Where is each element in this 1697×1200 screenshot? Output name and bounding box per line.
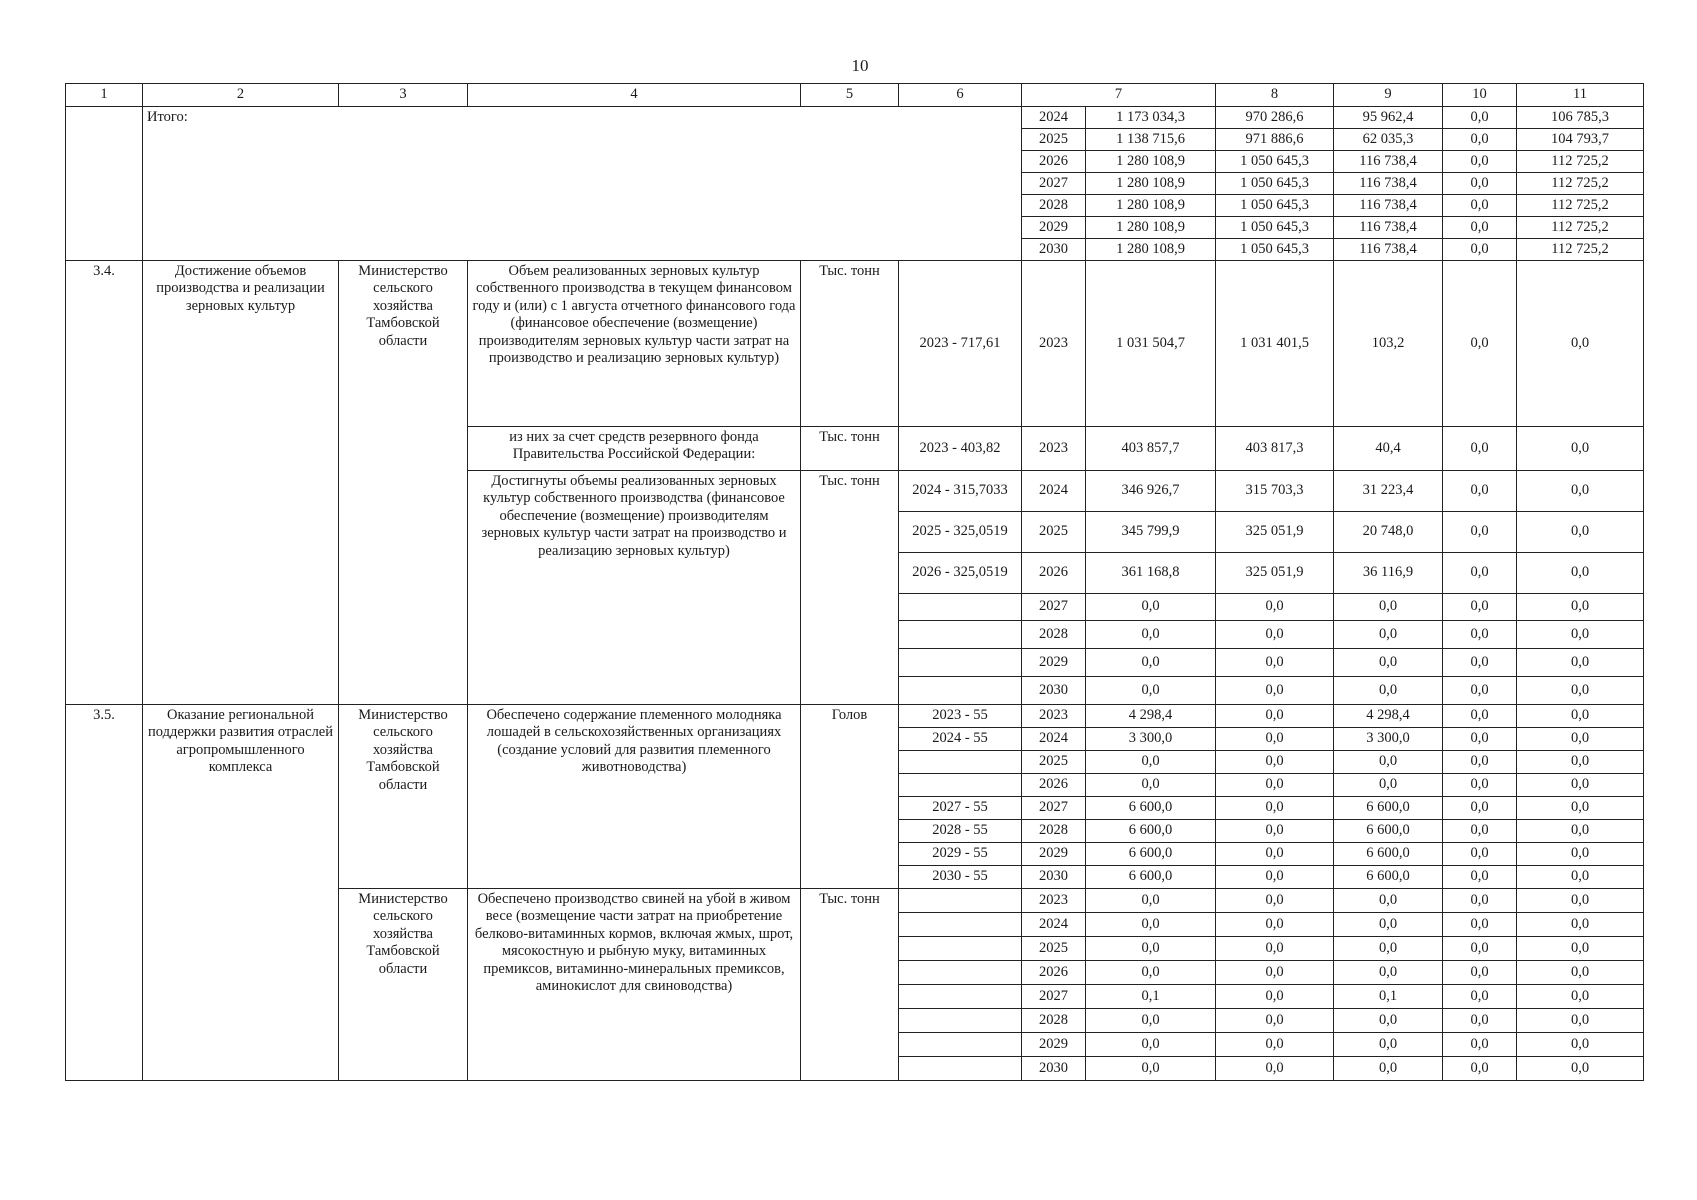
value-cell: 0,0 (1517, 705, 1644, 728)
value-cell: 0,0 (1443, 195, 1517, 217)
value-cell: 0,0 (1517, 261, 1644, 427)
value-cell: 0,0 (1086, 1033, 1216, 1057)
value-cell: 1 280 108,9 (1086, 195, 1216, 217)
year-cell: 2024 (1022, 913, 1086, 937)
value-cell: 315 703,3 (1216, 471, 1334, 512)
year-cell: 2024 (1022, 471, 1086, 512)
year-cell: 2023 (1022, 261, 1086, 427)
value-cell: 1 050 645,3 (1216, 239, 1334, 261)
value-cell: 1 173 034,3 (1086, 107, 1216, 129)
section-number-cell (66, 107, 143, 261)
value-cell: 62 035,3 (1334, 129, 1443, 151)
unit-cell: Голов (801, 705, 899, 889)
column-header: 9 (1334, 84, 1443, 107)
value-cell: 0,0 (1517, 843, 1644, 866)
value-cell: 6 600,0 (1086, 820, 1216, 843)
value-cell: 36 116,9 (1334, 553, 1443, 594)
value-cell: 0,0 (1086, 677, 1216, 705)
value-cell: 31 223,4 (1334, 471, 1443, 512)
value-cell: 0,0 (1216, 649, 1334, 677)
value-cell: 0,0 (1216, 1057, 1334, 1081)
value-cell: 1 050 645,3 (1216, 173, 1334, 195)
value-cell: 0,0 (1334, 937, 1443, 961)
value-cell: 3 300,0 (1086, 728, 1216, 751)
value-cell: 0,0 (1216, 797, 1334, 820)
target-cell: 2023 - 717,61 (899, 261, 1022, 427)
year-cell: 2023 (1022, 705, 1086, 728)
target-cell (899, 594, 1022, 621)
value-cell: 116 738,4 (1334, 195, 1443, 217)
value-cell: 40,4 (1334, 427, 1443, 471)
year-cell: 2029 (1022, 217, 1086, 239)
value-cell: 0,0 (1216, 1009, 1334, 1033)
target-cell: 2026 - 325,0519 (899, 553, 1022, 594)
year-cell: 2025 (1022, 129, 1086, 151)
column-header: 8 (1216, 84, 1334, 107)
value-cell: 0,0 (1517, 797, 1644, 820)
year-cell: 2030 (1022, 677, 1086, 705)
value-cell: 0,0 (1216, 889, 1334, 913)
measure-name: Достижение объемов производства и реализации зерновых культур (143, 261, 339, 705)
value-cell: 116 738,4 (1334, 173, 1443, 195)
value-cell: 0,0 (1443, 751, 1517, 774)
year-cell: 2030 (1022, 1057, 1086, 1081)
value-cell: 0,0 (1443, 151, 1517, 173)
column-header: 5 (801, 84, 899, 107)
value-cell: 0,0 (1334, 677, 1443, 705)
value-cell: 4 298,4 (1086, 705, 1216, 728)
value-cell: 1 031 504,7 (1086, 261, 1216, 427)
value-cell: 970 286,6 (1216, 107, 1334, 129)
target-cell: 2024 - 315,7033 (899, 471, 1022, 512)
value-cell: 345 799,9 (1086, 512, 1216, 553)
value-cell: 0,0 (1517, 1057, 1644, 1081)
value-cell: 0,0 (1086, 1057, 1216, 1081)
value-cell: 1 280 108,9 (1086, 217, 1216, 239)
target-cell (899, 1009, 1022, 1033)
value-cell: 0,0 (1334, 889, 1443, 913)
target-cell: 2024 - 55 (899, 728, 1022, 751)
value-cell: 0,0 (1443, 774, 1517, 797)
target-cell (899, 1033, 1022, 1057)
column-header: 7 (1022, 84, 1216, 107)
value-cell: 0,0 (1216, 913, 1334, 937)
value-cell: 0,0 (1443, 913, 1517, 937)
year-cell: 2029 (1022, 843, 1086, 866)
column-header: 11 (1517, 84, 1644, 107)
value-cell: 971 886,6 (1216, 129, 1334, 151)
value-cell: 116 738,4 (1334, 239, 1443, 261)
value-cell: 0,0 (1517, 985, 1644, 1009)
value-cell: 0,0 (1443, 843, 1517, 866)
value-cell: 0,0 (1443, 797, 1517, 820)
value-cell: 0,0 (1086, 961, 1216, 985)
value-cell: 0,0 (1517, 937, 1644, 961)
value-cell: 6 600,0 (1086, 843, 1216, 866)
result-description: Достигнуты объемы реализованных зерновых культур собственного производства (финансовое обеспечение (возмещение) производителям зерновых культур части затрат на производство и реализацию зерновых культур) (468, 471, 801, 705)
value-cell: 0,0 (1086, 594, 1216, 621)
year-cell: 2027 (1022, 985, 1086, 1009)
measure-name: Оказание региональной поддержки развития отраслей агропромышленного комплекса (143, 705, 339, 1081)
value-cell: 0,0 (1517, 774, 1644, 797)
value-cell: 0,0 (1443, 820, 1517, 843)
result-description: Объем реализованных зерновых культур собственного производства в текущем финансовом году и (или) с 1 августа отчетного финансового года (финансовое обеспечение (возмещение) производителям зерновых культур части затрат на производство и реализацию зерновых культур) (468, 261, 801, 427)
value-cell: 0,0 (1443, 985, 1517, 1009)
value-cell: 0,0 (1216, 843, 1334, 866)
value-cell: 0,0 (1517, 913, 1644, 937)
year-cell: 2025 (1022, 937, 1086, 961)
value-cell: 0,0 (1517, 649, 1644, 677)
value-cell: 0,0 (1443, 705, 1517, 728)
value-cell: 0,1 (1334, 985, 1443, 1009)
value-cell: 0,0 (1086, 937, 1216, 961)
result-description: Обеспечено содержание племенного молодняка лошадей в сельскохозяйственных организациях (создание условий для развития племенного животноводства) (468, 705, 801, 889)
executor: Министерство сельского хозяйства Тамбовской области (339, 705, 468, 889)
value-cell: 0,0 (1334, 913, 1443, 937)
value-cell: 0,0 (1334, 751, 1443, 774)
value-cell: 6 600,0 (1086, 866, 1216, 889)
value-cell: 0,0 (1334, 1009, 1443, 1033)
value-cell: 0,0 (1517, 1009, 1644, 1033)
target-cell: 2027 - 55 (899, 797, 1022, 820)
target-cell (899, 961, 1022, 985)
year-cell: 2026 (1022, 774, 1086, 797)
value-cell: 0,0 (1334, 1057, 1443, 1081)
value-cell: 112 725,2 (1517, 173, 1644, 195)
target-cell (899, 985, 1022, 1009)
value-cell: 0,0 (1517, 621, 1644, 649)
value-cell: 0,0 (1443, 471, 1517, 512)
column-header: 1 (66, 84, 143, 107)
year-cell: 2026 (1022, 151, 1086, 173)
value-cell: 0,0 (1443, 261, 1517, 427)
value-cell: 1 138 715,6 (1086, 129, 1216, 151)
value-cell: 0,0 (1086, 913, 1216, 937)
target-cell (899, 913, 1022, 937)
value-cell: 0,0 (1443, 728, 1517, 751)
year-cell: 2024 (1022, 728, 1086, 751)
executor: Министерство сельского хозяйства Тамбовской области (339, 261, 468, 705)
value-cell: 106 785,3 (1517, 107, 1644, 129)
value-cell: 112 725,2 (1517, 195, 1644, 217)
value-cell: 0,0 (1086, 751, 1216, 774)
year-cell: 2029 (1022, 1033, 1086, 1057)
value-cell: 0,0 (1517, 553, 1644, 594)
target-cell (899, 677, 1022, 705)
value-cell: 6 600,0 (1334, 866, 1443, 889)
value-cell: 0,0 (1443, 1033, 1517, 1057)
year-cell: 2027 (1022, 173, 1086, 195)
value-cell: 0,0 (1443, 866, 1517, 889)
year-cell: 2028 (1022, 820, 1086, 843)
column-header: 4 (468, 84, 801, 107)
column-header: 6 (899, 84, 1022, 107)
section-number: 3.5. (66, 705, 143, 1081)
value-cell: 112 725,2 (1517, 151, 1644, 173)
value-cell: 0,0 (1086, 889, 1216, 913)
target-cell: 2028 - 55 (899, 820, 1022, 843)
target-cell: 2030 - 55 (899, 866, 1022, 889)
value-cell: 0,0 (1443, 107, 1517, 129)
value-cell: 0,0 (1517, 427, 1644, 471)
value-cell: 0,0 (1443, 553, 1517, 594)
value-cell: 1 050 645,3 (1216, 151, 1334, 173)
value-cell: 0,0 (1443, 129, 1517, 151)
value-cell: 0,0 (1334, 774, 1443, 797)
year-cell: 2023 (1022, 427, 1086, 471)
value-cell: 6 600,0 (1334, 797, 1443, 820)
section-number: 3.4. (66, 261, 143, 705)
unit-cell: Тыс. тонн (801, 889, 899, 1081)
value-cell: 0,0 (1334, 621, 1443, 649)
target-cell (899, 774, 1022, 797)
value-cell: 0,1 (1086, 985, 1216, 1009)
value-cell: 6 600,0 (1334, 820, 1443, 843)
value-cell: 1 280 108,9 (1086, 239, 1216, 261)
target-cell (899, 937, 1022, 961)
value-cell: 0,0 (1517, 820, 1644, 843)
value-cell: 0,0 (1517, 889, 1644, 913)
value-cell: 0,0 (1443, 621, 1517, 649)
value-cell: 0,0 (1517, 961, 1644, 985)
value-cell: 0,0 (1216, 866, 1334, 889)
value-cell: 6 600,0 (1086, 797, 1216, 820)
value-cell: 1 050 645,3 (1216, 217, 1334, 239)
target-cell: 2023 - 55 (899, 705, 1022, 728)
value-cell: 0,0 (1216, 774, 1334, 797)
year-cell: 2025 (1022, 751, 1086, 774)
value-cell: 0,0 (1086, 1009, 1216, 1033)
value-cell: 0,0 (1216, 751, 1334, 774)
year-cell: 2030 (1022, 239, 1086, 261)
total-label: Итого: (143, 107, 1022, 261)
value-cell: 0,0 (1443, 217, 1517, 239)
page-number: 10 (851, 56, 869, 75)
unit-cell: Тыс. тонн (801, 427, 899, 471)
year-cell: 2028 (1022, 621, 1086, 649)
value-cell: 0,0 (1334, 961, 1443, 985)
result-description: Обеспечено производство свиней на убой в живом весе (возмещение части затрат на приобретение белково-витаминных кормов, включая жмых, шрот, мясокостную и рыбную муку, витаминных премиксов, витаминно-минеральных премиксов, аминокислот для свиноводства) (468, 889, 801, 1081)
value-cell: 0,0 (1216, 820, 1334, 843)
value-cell: 1 050 645,3 (1216, 195, 1334, 217)
value-cell: 0,0 (1216, 677, 1334, 705)
target-cell: 2025 - 325,0519 (899, 512, 1022, 553)
value-cell: 0,0 (1334, 649, 1443, 677)
value-cell: 1 280 108,9 (1086, 151, 1216, 173)
value-cell: 0,0 (1443, 594, 1517, 621)
value-cell: 325 051,9 (1216, 512, 1334, 553)
value-cell: 0,0 (1086, 649, 1216, 677)
target-cell (899, 751, 1022, 774)
target-cell (899, 1057, 1022, 1081)
value-cell: 0,0 (1334, 1033, 1443, 1057)
value-cell: 0,0 (1443, 512, 1517, 553)
table-row (66, 705, 1644, 728)
value-cell: 0,0 (1216, 961, 1334, 985)
value-cell: 0,0 (1216, 621, 1334, 649)
value-cell: 104 793,7 (1517, 129, 1644, 151)
year-cell: 2027 (1022, 594, 1086, 621)
value-cell: 0,0 (1443, 427, 1517, 471)
table-row (66, 107, 1644, 129)
value-cell: 403 817,3 (1216, 427, 1334, 471)
value-cell: 112 725,2 (1517, 239, 1644, 261)
target-cell (899, 889, 1022, 913)
value-cell: 0,0 (1334, 594, 1443, 621)
year-cell: 2027 (1022, 797, 1086, 820)
value-cell: 0,0 (1216, 705, 1334, 728)
value-cell: 0,0 (1443, 173, 1517, 195)
value-cell: 0,0 (1517, 1033, 1644, 1057)
value-cell: 0,0 (1517, 512, 1644, 553)
table-row (66, 261, 1644, 427)
value-cell: 0,0 (1517, 728, 1644, 751)
executor: Министерство сельского хозяйства Тамбовской области (339, 889, 468, 1081)
value-cell: 0,0 (1216, 728, 1334, 751)
value-cell: 0,0 (1443, 1009, 1517, 1033)
value-cell: 0,0 (1086, 774, 1216, 797)
value-cell: 6 600,0 (1334, 843, 1443, 866)
year-cell: 2029 (1022, 649, 1086, 677)
value-cell: 0,0 (1216, 985, 1334, 1009)
value-cell: 0,0 (1443, 239, 1517, 261)
value-cell: 4 298,4 (1334, 705, 1443, 728)
year-cell: 2025 (1022, 512, 1086, 553)
value-cell: 0,0 (1443, 937, 1517, 961)
year-cell: 2026 (1022, 961, 1086, 985)
value-cell: 0,0 (1443, 961, 1517, 985)
value-cell: 0,0 (1517, 677, 1644, 705)
value-cell: 0,0 (1443, 889, 1517, 913)
unit-cell: Тыс. тонн (801, 261, 899, 427)
column-header: 3 (339, 84, 468, 107)
value-cell: 116 738,4 (1334, 217, 1443, 239)
column-header: 2 (143, 84, 339, 107)
year-cell: 2030 (1022, 866, 1086, 889)
target-cell (899, 621, 1022, 649)
value-cell: 0,0 (1443, 649, 1517, 677)
column-header: 10 (1443, 84, 1517, 107)
year-cell: 2026 (1022, 553, 1086, 594)
value-cell: 112 725,2 (1517, 217, 1644, 239)
year-cell: 2028 (1022, 1009, 1086, 1033)
value-cell: 0,0 (1216, 1033, 1334, 1057)
value-cell: 403 857,7 (1086, 427, 1216, 471)
target-cell (899, 649, 1022, 677)
result-description: из них за счет средств резервного фонда Правительства Российской Федерации: (468, 427, 801, 471)
value-cell: 0,0 (1517, 594, 1644, 621)
value-cell: 1 280 108,9 (1086, 173, 1216, 195)
value-cell: 116 738,4 (1334, 151, 1443, 173)
value-cell: 3 300,0 (1334, 728, 1443, 751)
value-cell: 95 962,4 (1334, 107, 1443, 129)
unit-cell: Тыс. тонн (801, 471, 899, 705)
value-cell: 346 926,7 (1086, 471, 1216, 512)
header-row (66, 84, 1644, 107)
year-cell: 2023 (1022, 889, 1086, 913)
document-table (65, 83, 1644, 1081)
target-cell: 2023 - 403,82 (899, 427, 1022, 471)
value-cell: 1 031 401,5 (1216, 261, 1334, 427)
value-cell: 20 748,0 (1334, 512, 1443, 553)
year-cell: 2024 (1022, 107, 1086, 129)
value-cell: 0,0 (1216, 594, 1334, 621)
year-cell: 2028 (1022, 195, 1086, 217)
target-cell: 2029 - 55 (899, 843, 1022, 866)
value-cell: 0,0 (1086, 621, 1216, 649)
value-cell: 0,0 (1443, 677, 1517, 705)
value-cell: 0,0 (1517, 471, 1644, 512)
value-cell: 0,0 (1517, 751, 1644, 774)
value-cell: 103,2 (1334, 261, 1443, 427)
value-cell: 0,0 (1216, 937, 1334, 961)
value-cell: 325 051,9 (1216, 553, 1334, 594)
value-cell: 0,0 (1443, 1057, 1517, 1081)
value-cell: 361 168,8 (1086, 553, 1216, 594)
value-cell: 0,0 (1517, 866, 1644, 889)
